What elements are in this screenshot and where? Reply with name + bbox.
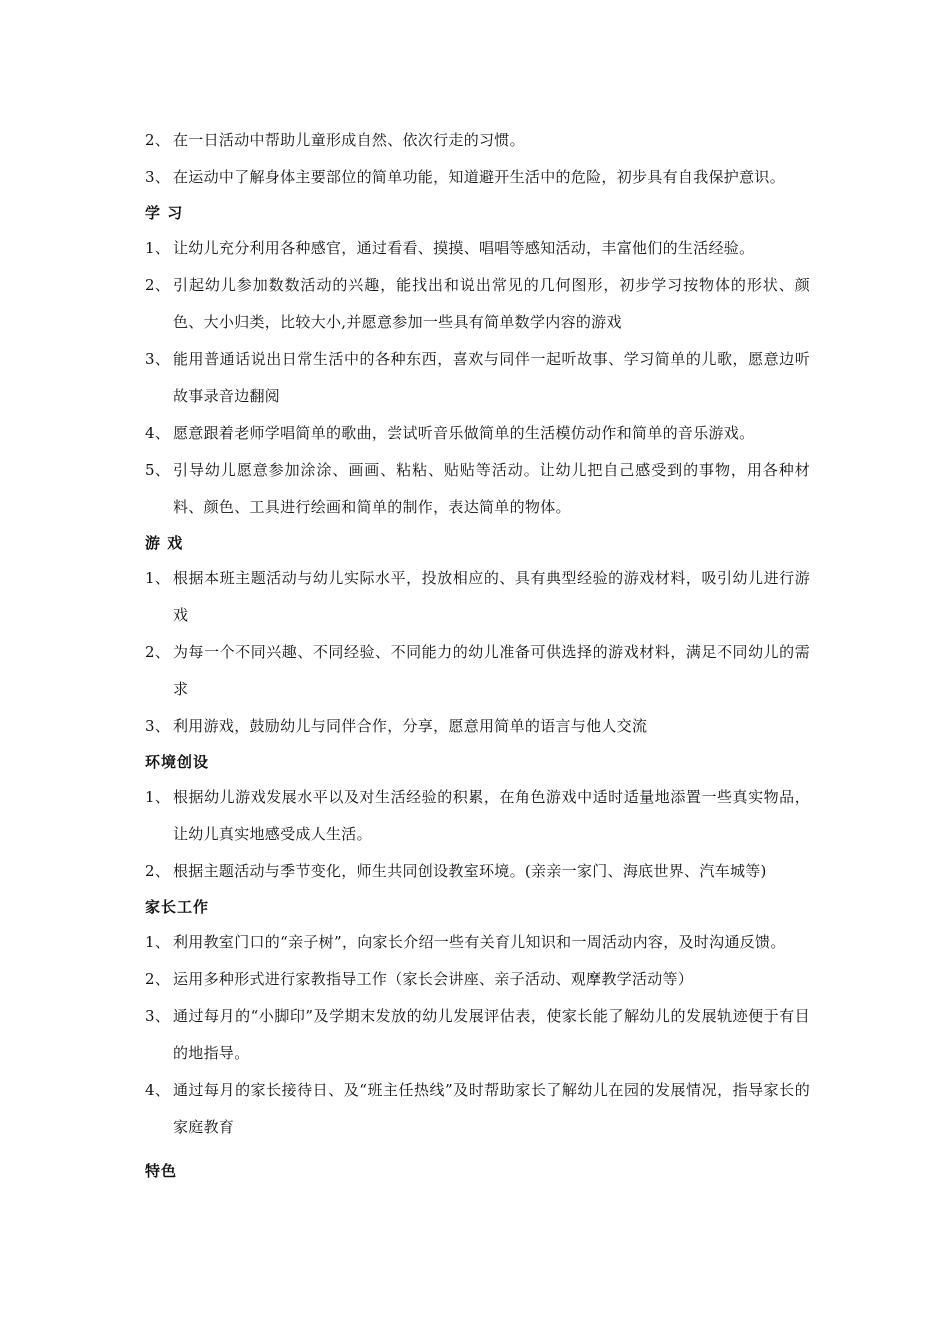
section-heading-features: 特色: [145, 1162, 178, 1180]
list-item: [145, 560, 810, 634]
item-number: 4、: [145, 1081, 171, 1099]
item-number: 1、: [145, 569, 171, 587]
item-text: 利用游戏，鼓励幼儿与同伴合作，分享，愿意用简单的语言与他人交流: [173, 717, 648, 735]
document-content: [145, 122, 810, 1188]
list-item: [145, 341, 810, 415]
item-text: 根据幼儿游戏发展水平以及对生活经验的积累，在角色游戏中适时适量地添置一些真实物品，让幼儿真实地感受成人生活。: [173, 788, 810, 843]
list-item: [145, 267, 810, 341]
list-item: [145, 961, 810, 998]
item-number: 2、: [145, 643, 171, 661]
item-text: 利用教室门口的“亲子树”，向家长介绍一些有关育儿知识和一周活动内容，及时沟通反馈。: [173, 933, 786, 951]
item-number: 3、: [145, 717, 171, 735]
item-text: 运用多种形式进行家教指导工作（家长会讲座、亲子活动、观摩教学活动等）: [173, 970, 694, 988]
section-heading-learning: 学 习: [145, 204, 184, 222]
item-text: 能用普通话说出日常生活中的各种东西，喜欢与同伴一起听故事、学习简单的儿歌，愿意边听故事录音边翻阅: [173, 350, 810, 405]
item-text: 愿意跟着老师学唱简单的歌曲，尝试听音乐做简单的生活模仿动作和简单的音乐游戏。: [173, 424, 755, 442]
section-heading-games: 游 戏: [145, 534, 184, 552]
item-number: 3、: [145, 350, 171, 368]
item-number: 1、: [145, 788, 171, 806]
item-text: 通过每月的家长接待日、及“班主任热线”及时帮助家长了解幼儿在园的发展情况，指导家长的家庭教育: [173, 1081, 810, 1136]
item-number: 2、: [145, 862, 171, 880]
item-text: 在运动中了解身体主要部位的简单功能，知道避开生活中的危险，初步具有自我保护意识。: [173, 168, 786, 186]
item-text: 通过每月的“小脚印”及学期末发放的幼儿发展评估表，使家长能了解幼儿的发展轨迹便于有目的地指导。: [173, 1007, 810, 1062]
section-heading-parent-work: 家长工作: [145, 898, 210, 916]
list-item: [145, 853, 810, 890]
list-item: [145, 924, 810, 961]
item-number: 2、: [145, 131, 171, 149]
list-item: [145, 998, 810, 1072]
item-text: 引起幼儿参加数数活动的兴趣，能找出和说出常见的几何图形，初步学习按物体的形状、颜色、大小归类，比较大小,并愿意参加一些具有简单数学内容的游戏: [173, 276, 810, 331]
list-item: [145, 230, 810, 267]
list-item: [145, 1072, 810, 1146]
list-item: [145, 779, 810, 853]
item-number: 3、: [145, 1007, 171, 1025]
section-heading-environment: 环境创设: [145, 753, 210, 771]
list-item: [145, 415, 810, 452]
item-number: 1、: [145, 239, 171, 257]
list-item: [145, 452, 810, 526]
item-text: 为每一个不同兴趣、不同经验、不同能力的幼儿准备可供选择的游戏材料，满足不同幼儿的需求: [173, 643, 810, 698]
item-number: 4、: [145, 424, 171, 442]
item-text: 引导幼儿愿意参加涂涂、画画、粘粘、贴贴等活动。让幼儿把自己感受到的事物，用各种材料、颜色、工具进行绘画和简单的制作，表达简单的物体。: [173, 461, 810, 516]
list-item: [145, 159, 810, 196]
item-number: 5、: [145, 461, 171, 479]
item-number: 1、: [145, 933, 171, 951]
item-text: 让幼儿充分利用各种感官，通过看看、摸摸、唱唱等感知活动，丰富他们的生活经验。: [173, 239, 755, 257]
list-item: [145, 122, 810, 159]
item-text: 在一日活动中帮助儿童形成自然、依次行走的习惯。: [173, 131, 525, 149]
item-text: 根据主题活动与季节变化，师生共同创设教室环境。(亲亲一家门、海底世界、汽车城等): [173, 862, 767, 880]
list-item: [145, 708, 810, 745]
list-item: [145, 634, 810, 708]
item-number: 2、: [145, 970, 171, 988]
item-number: 2、: [145, 276, 171, 294]
item-text: 根据本班主题活动与幼儿实际水平，投放相应的、具有典型经验的游戏材料，吸引幼儿进行游戏: [173, 569, 810, 624]
item-number: 3、: [145, 168, 171, 186]
